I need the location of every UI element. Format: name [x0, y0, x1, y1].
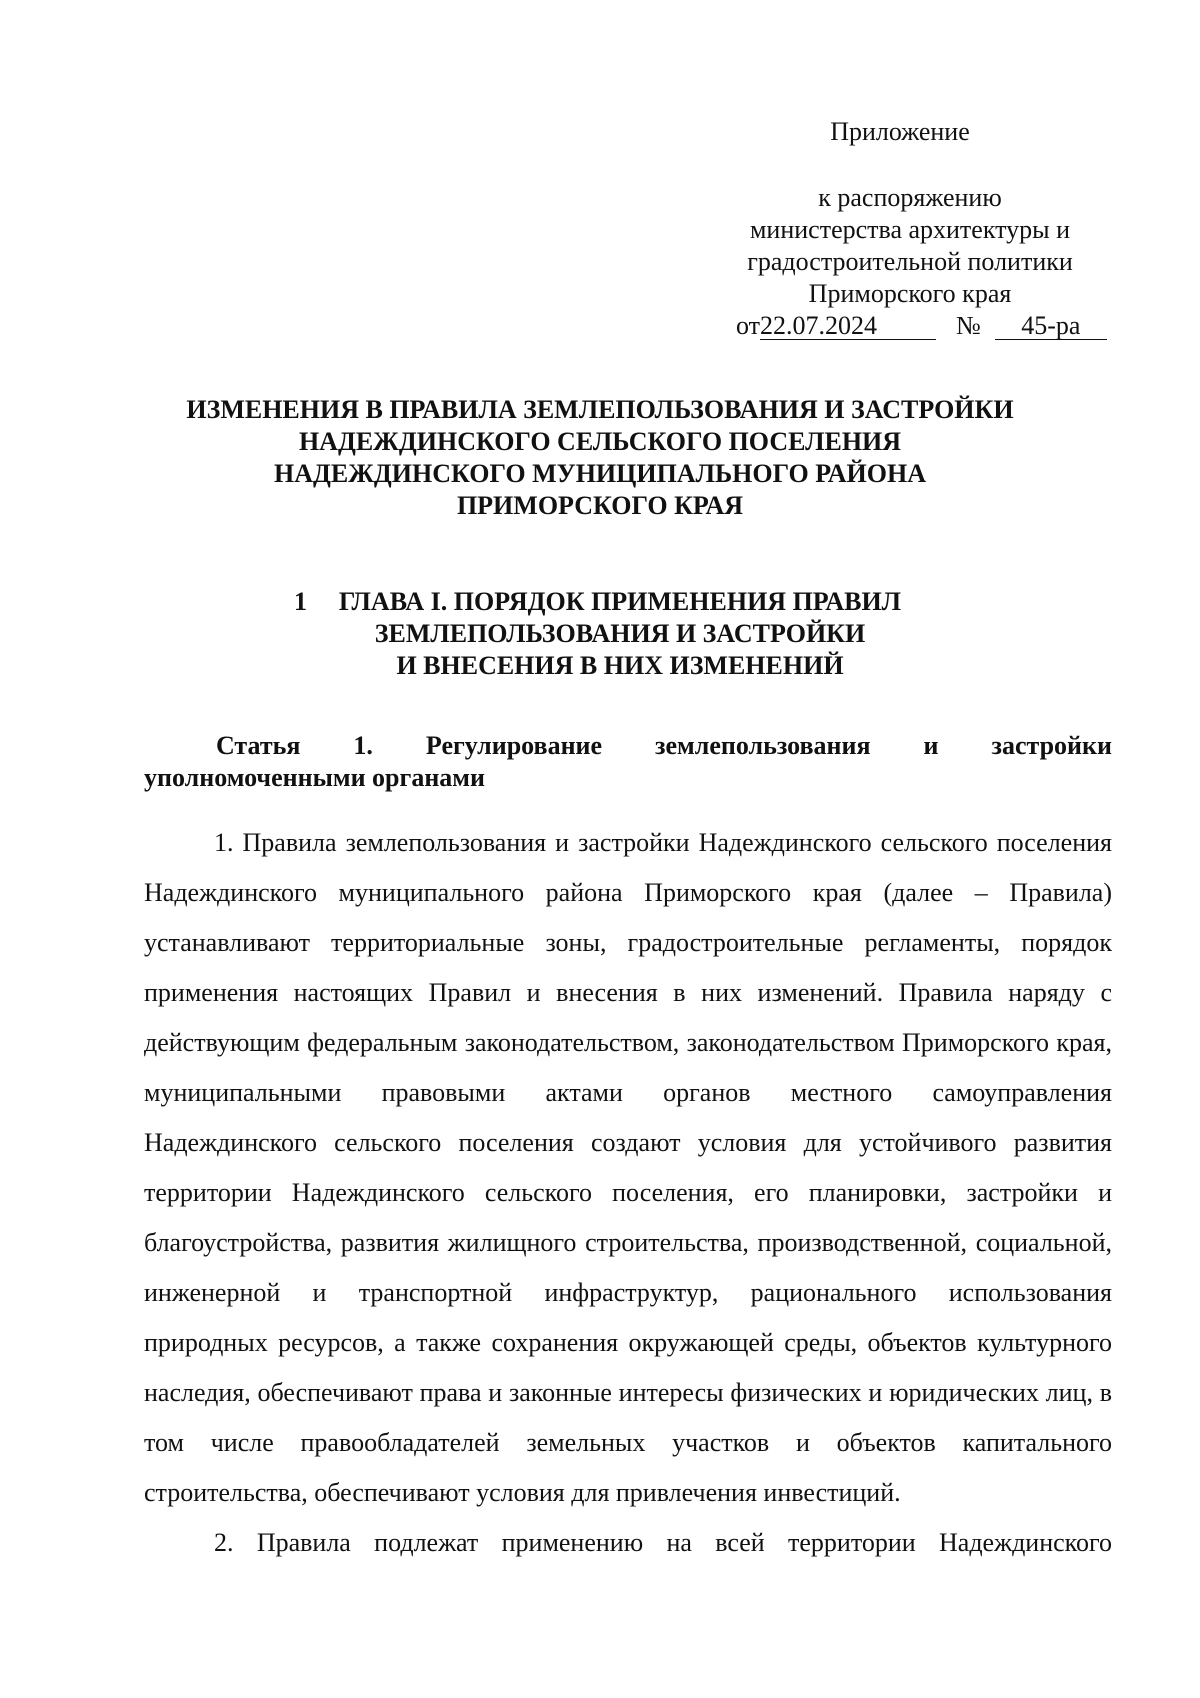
title-line: НАДЕЖДИНСКОГО СЕЛЬСКОГО ПОСЕЛЕНИЯ — [298, 427, 902, 456]
title-line: ПРИМОРСКОГО КРАЯ — [456, 491, 744, 520]
appendix-label: Приложение — [830, 117, 970, 146]
title-line: ИЗМЕНЕНИЯ В ПРАВИЛА ЗЕМЛЕПОЛЬЗОВАНИЯ И ЗАСТРОЙКИ — [186, 395, 1014, 424]
order-date: 22.07.2024 — [760, 313, 936, 340]
paragraph: 2. Правила подлежат применению на всей территории Надеждинского — [214, 1528, 1112, 1557]
chapter-line: ЗЕМЛЕПОЛЬЗОВАНИЯ И ЗАСТРОЙКИ — [374, 619, 866, 648]
document-title — [100, 394, 1100, 522]
appendix-date-line — [736, 310, 1081, 342]
appendix-reference — [736, 182, 1081, 342]
article-heading-line: уполномоченными органами — [144, 763, 485, 792]
number-sign: № — [956, 311, 981, 340]
paragraph: 1. Правила землепользования и застройки Надеждинского сельского поселения Надеждинского муниципального района Приморского края (далее – Правила) устанавливают территориальные зоны, градостроительные регламенты, порядок применения настоящих Правил и внесения в них изменений. Правила наряду с действующим федеральным законодательством, законодательством Приморского края, муниципальными правовыми актами органов местного самоуправления Надеждинского сельского поселения создают условия для устойчивого развития территории Надеждинского сельского поселения, его планировки, застройки и благоустройства, развития жилищного строительства, производственной, социальной, инженерной и транспортной инфраструктур, рационального использования природных ресурсов, а также сохранения окружающей среды, объектов культурного наследия, обеспечивают права и законные интересы физических и юридических лиц, в том числе правообладателей земельных участков и объектов капитального строительства, обеспечивают условия для привлечения инвестиций. — [144, 828, 1112, 1507]
chapter-line: ГЛАВА I. ПОРЯДОК ПРИМЕНЕНИЯ ПРАВИЛ — [338, 587, 902, 616]
title-line: НАДЕЖДИНСКОГО МУНИЦИПАЛЬНОГО РАЙОНА — [273, 459, 927, 488]
appendix-line: министерства архитектуры и — [749, 215, 1071, 244]
date-prefix: от — [736, 311, 761, 340]
chapter-heading — [200, 586, 1000, 682]
appendix-line: Приморского края — [808, 279, 1012, 308]
chapter-number: 1 — [294, 587, 307, 616]
article-body — [144, 818, 1112, 1568]
appendix-line: к распоряжению — [818, 183, 1002, 212]
appendix-line: градостроительной политики — [747, 247, 1073, 276]
chapter-line: И ВНЕСЕНИЯ В НИХ ИЗМЕНЕНИЙ — [396, 651, 844, 680]
article-heading — [144, 730, 1112, 794]
article-heading-line: Статья 1. Регулирование землепользования и застройки — [216, 731, 1112, 760]
order-number: 45-ра — [995, 313, 1107, 340]
